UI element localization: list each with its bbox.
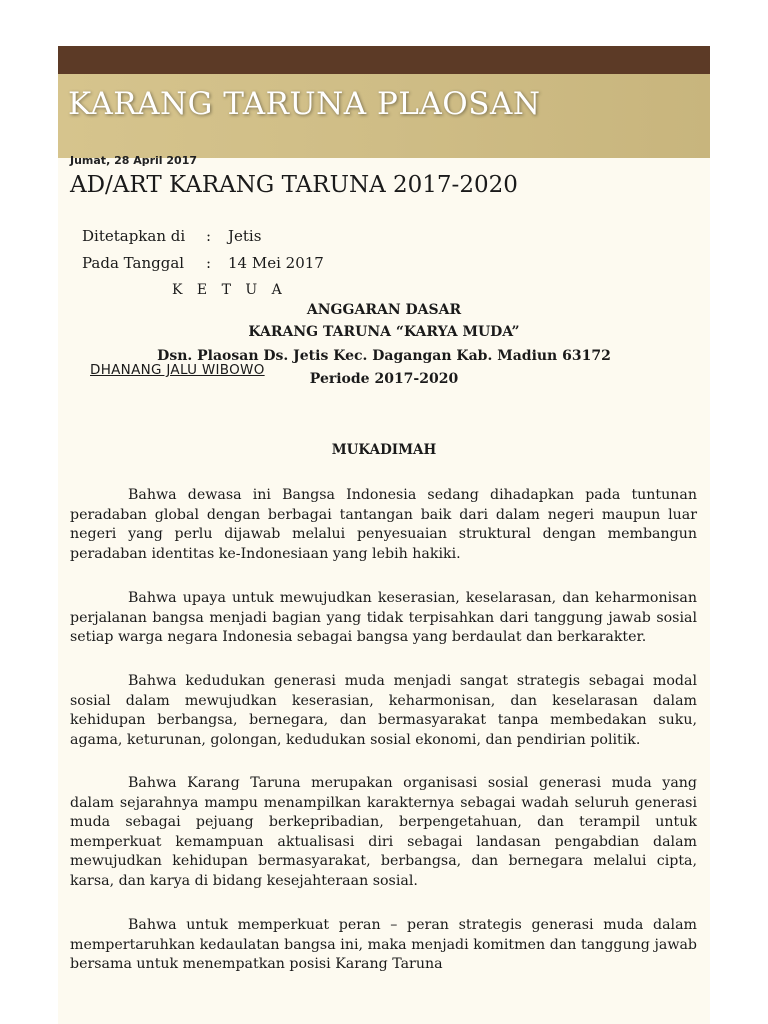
paragraph: Bahwa upaya untuk mewujudkan keserasian, keselarasan, dan keharmonisan perjalanan bangsa menjadi bagian yang tidak terpisahkan dari tanggung jawab sosial setiap warga negara Indonesia sebagai bangsa yang berdaulat dan berkarakter. — [70, 590, 697, 645]
top-bar — [58, 46, 710, 74]
paragraph: Bahwa untuk memperkuat peran – peran strategis generasi muda dalam mempertaruhkan kedaulatan bangsa ini, maka menjadi komitmen dan tanggung jawab bersama untuk menempatkan posisi Karang Taruna — [70, 917, 697, 972]
paragraph: Bahwa dewasa ini Bangsa Indonesia sedang dihadapkan pada tuntunan peradaban global dengan berbagai tantangan baik dari dalam negeri maupun luar negeri yang perlu dijawab melalui penyesuaian struktural dengan membangun peradaban identitas ke-Indonesiaan yang lebih hakiki. — [70, 487, 697, 562]
blog-title[interactable]: KARANG TARUNA PLAOSAN — [68, 86, 541, 122]
meta-label: Pada Tanggal — [82, 254, 185, 272]
paragraph: Bahwa Karang Taruna merupakan organisasi sosial generasi muda yang dalam sejarahnya mampu menampilkan karakternya sebagai wadah seluruh generasi muda sebagai pejuang berkepribadian, berpengetahuan, dan terampil untuk memperkuat kemampuan aktualisasi diri sebagai landasan pengabdian dalam mewujudkan kehidupan bermasyarakat, berbangsa, dan bernegara melalui cipta, karsa, dan karya di bidang kesejahteraan sosial. — [70, 775, 697, 889]
meta-colon: : — [206, 227, 212, 245]
post-page — [58, 46, 710, 1024]
heading-organization: KARANG TARUNA “KARYA MUDA” — [248, 324, 520, 340]
section-title: MUKADIMAH — [331, 442, 437, 458]
ketua-label: K E T U A — [172, 282, 287, 298]
meta-colon: : — [206, 254, 212, 272]
post-date: Jumat, 28 April 2017 — [70, 154, 198, 167]
heading-period: Periode 2017-2020 — [309, 371, 459, 387]
heading-address: Dsn. Plaosan Ds. Jetis Kec. Dagangan Kab. Madiun 63172 — [157, 348, 611, 364]
signer-name: DHANANG JALU WIBOWO — [90, 362, 265, 378]
heading-anggaran-dasar: ANGGARAN DASAR — [306, 302, 462, 318]
meta-value: Jetis — [228, 227, 262, 245]
post-title[interactable]: AD/ART KARANG TARUNA 2017-2020 — [70, 172, 518, 198]
meta-row-location — [82, 227, 261, 245]
meta-value: 14 Mei 2017 — [228, 254, 324, 272]
paragraph: Bahwa kedudukan generasi muda menjadi sangat strategis sebagai modal sosial dalam mewujudkan keserasian, keharmonisan, dan keselarasan dalam kehidupan berbangsa, bernegara, dan bermasyarakat tanpa membedakan suku, agama, keturunan, golongan, kedudukan sosial ekonomi, dan pendirian politik. — [70, 673, 697, 748]
meta-row-date — [82, 254, 324, 272]
meta-label: Ditetapkan di — [82, 227, 186, 245]
